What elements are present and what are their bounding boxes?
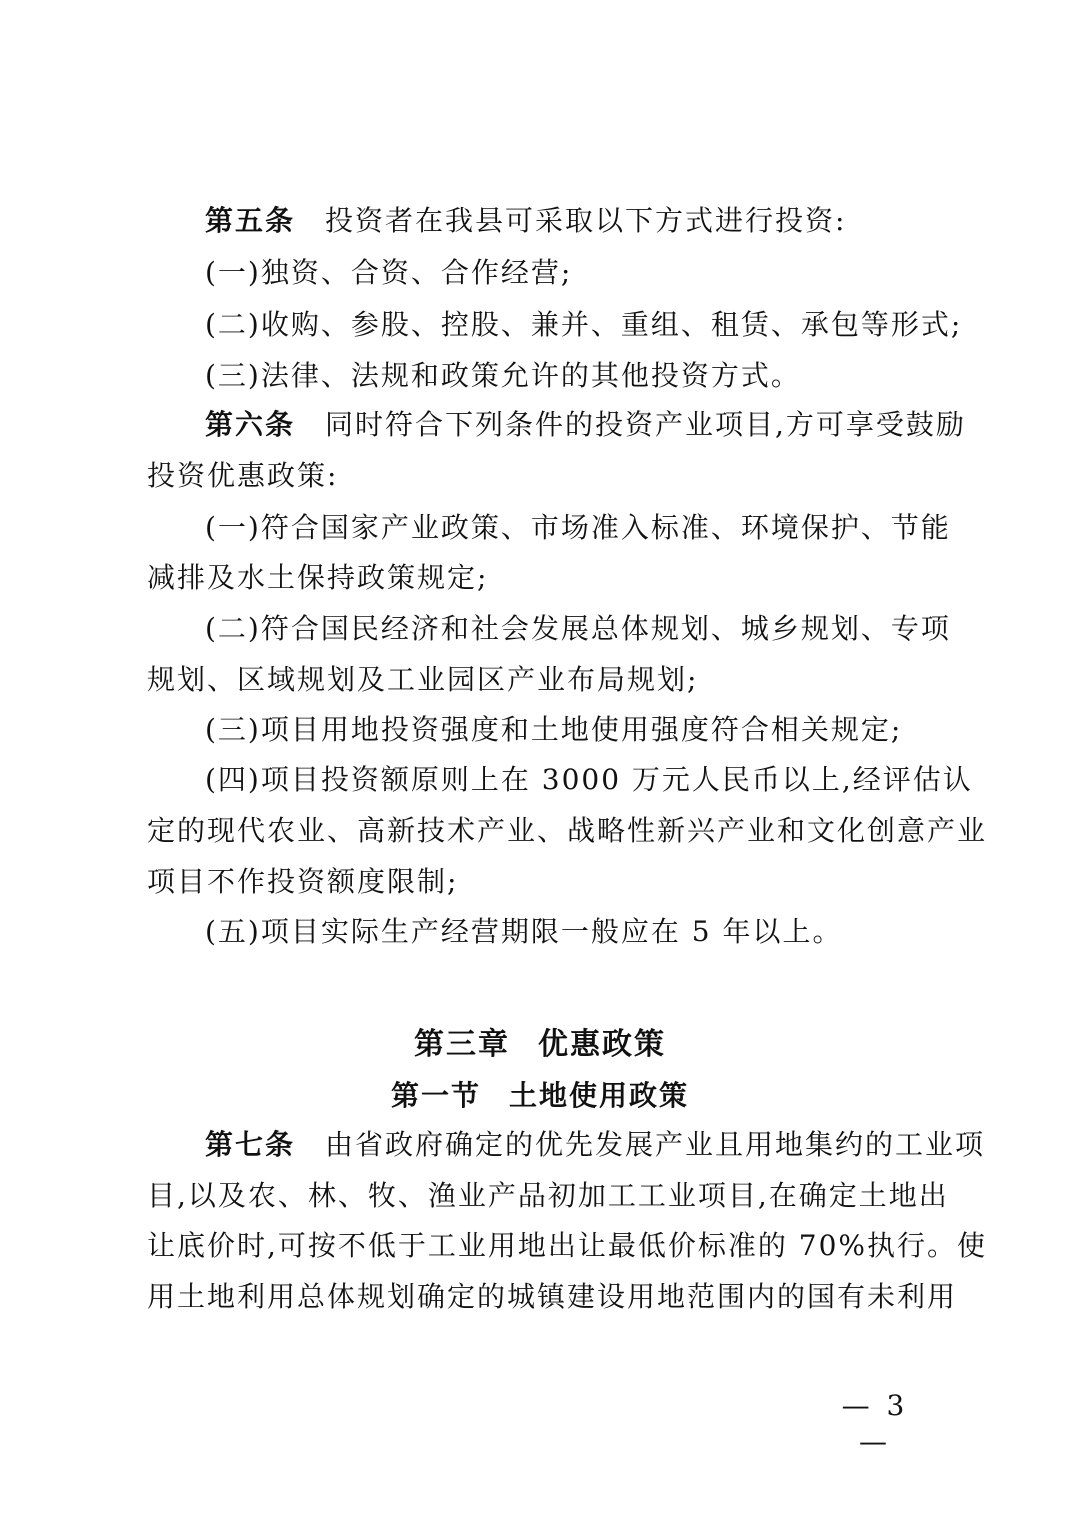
page-number: — 3 — xyxy=(841,1389,909,1458)
article7-line2: 目,以及农、林、牧、渔业产品初加工工业项目,在确定土地出 xyxy=(147,1179,949,1212)
article7-line1: 由省政府确定的优先发展产业且用地集约的工业项 xyxy=(325,1128,986,1161)
article7-line3: 让底价时,可按不低于工业用地出让最低价标准的 70%执行。使 xyxy=(147,1229,988,1262)
chapter-title: 优惠政策 xyxy=(538,1027,666,1062)
article7-lead: 第七条 xyxy=(205,1128,296,1161)
chapter-heading xyxy=(0,1026,1080,1064)
article6-line1: 同时符合下列条件的投资产业项目,方可享受鼓励 xyxy=(325,408,966,441)
article6-item5: (五)项目实际生产经营期限一般应在 5 年以上。 xyxy=(205,915,843,948)
section-heading xyxy=(0,1077,1080,1115)
article6-item1-line2: 减排及水土保持政策规定; xyxy=(147,561,489,594)
chapter-number: 第三章 xyxy=(414,1027,510,1062)
article6-lead: 第六条 xyxy=(205,408,296,441)
article5-item-3: (三)法律、法规和政策允许的其他投资方式。 xyxy=(205,359,801,392)
article5-item-1: (一)独资、合资、合作经营; xyxy=(205,256,573,289)
article6-line2: 投资优惠政策: xyxy=(147,459,339,492)
article6-first-line xyxy=(205,407,966,443)
article6-item3: (三)项目用地投资强度和土地使用强度符合相关规定; xyxy=(205,713,903,746)
article7-line4: 用土地利用总体规划确定的城镇建设用地范围内的国有未利用 xyxy=(147,1280,958,1313)
article5-text: 投资者在我县可采取以下方式进行投资: xyxy=(325,204,847,237)
article6-item4-line1: (四)项目投资额原则上在 3000 万元人民币以上,经评估认 xyxy=(205,763,973,796)
article6-item4-line2: 定的现代农业、高新技术产业、战略性新兴产业和文化创意产业 xyxy=(147,814,988,847)
article6-item4-line3: 项目不作投资额度限制; xyxy=(147,865,459,898)
article6-item1-line1: (一)符合国家产业政策、市场准入标准、环境保护、节能 xyxy=(205,511,951,544)
section-title: 土地使用政策 xyxy=(509,1079,690,1112)
article7-first-line xyxy=(205,1127,986,1163)
article5-lead: 第五条 xyxy=(205,204,296,237)
article6-item2-line2: 规划、区域规划及工业园区产业布局规划; xyxy=(147,663,699,696)
article5-item-2: (二)收购、参股、控股、兼并、重组、租赁、承包等形式; xyxy=(205,308,963,341)
article6-item2-line1: (二)符合国民经济和社会发展总体规划、城乡规划、专项 xyxy=(205,612,951,645)
section-number: 第一节 xyxy=(390,1079,481,1112)
article5-first-line xyxy=(205,203,947,239)
